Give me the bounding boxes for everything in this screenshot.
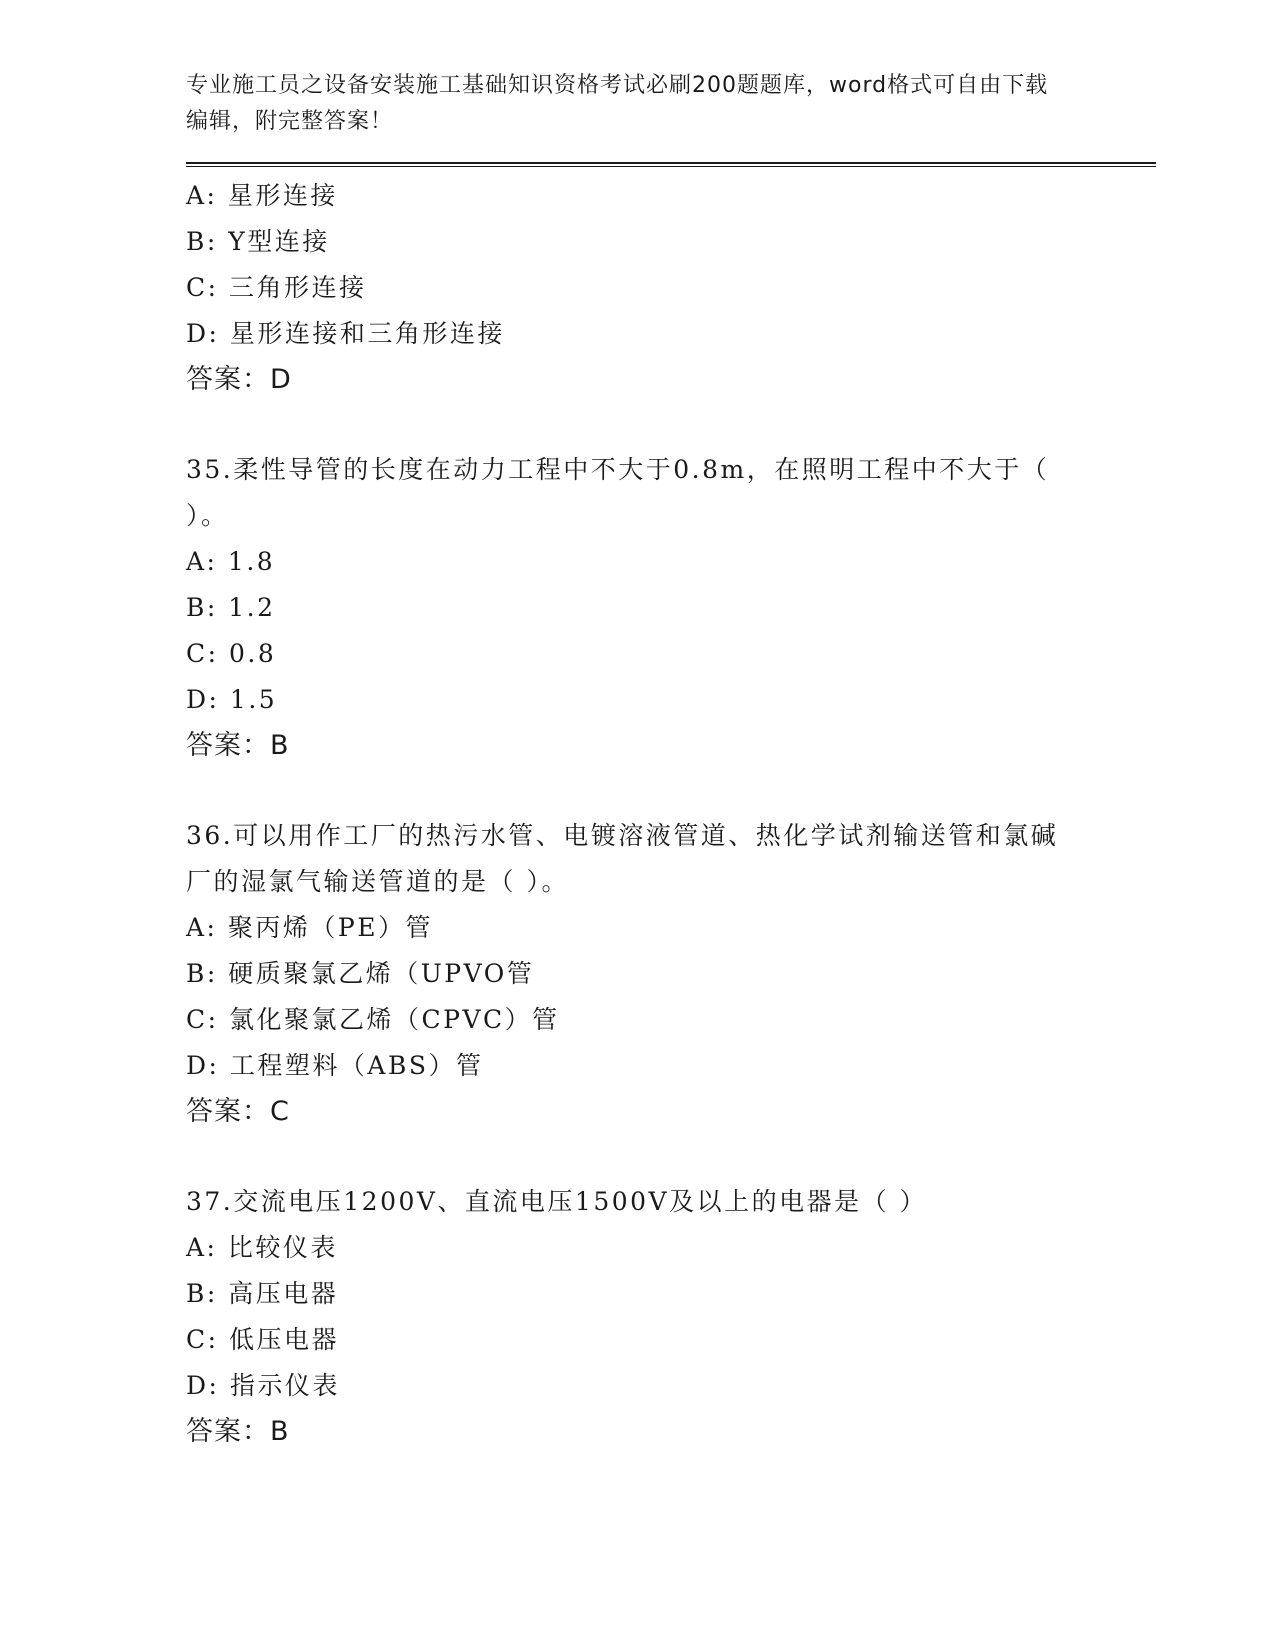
answer-line: 答案：B	[186, 730, 290, 761]
question-text: 35.柔性导管的长度在动力工程中不大于0.8m，在照明工程中不大于（ ）。	[186, 455, 1050, 530]
option-b: B: 高压电器	[186, 1279, 339, 1308]
option-b: B: 硬质聚氯乙烯（UPVO管	[186, 959, 535, 988]
answer-line: 答案：C	[186, 1096, 290, 1127]
header-divider-inner	[186, 166, 1156, 167]
option-c: C: 氯化聚氯乙烯（CPVC）管	[186, 1005, 560, 1034]
answer-line: 答案：D	[186, 364, 292, 395]
document-header: 专业施工员之设备安装施工基础知识资格考试必刷200题题库，word格式可自由下载编辑，附完整答案！	[186, 73, 1049, 134]
question-options	[186, 905, 1156, 1135]
question-text: 37.交流电压1200V、直流电压1500V及以上的电器是（ ）	[186, 1187, 928, 1216]
question-36	[186, 813, 1156, 1135]
option-c: C: 低压电器	[186, 1325, 339, 1354]
option-c: C: 三角形连接	[186, 273, 367, 302]
option-d: D: 指示仪表	[186, 1371, 340, 1400]
question-options	[186, 539, 1156, 769]
header-divider	[186, 162, 1156, 167]
answer-line: 答案：B	[186, 1416, 290, 1447]
question-options	[186, 1225, 1156, 1455]
option-a: A: 比较仪表	[186, 1233, 338, 1262]
question-35	[186, 447, 1156, 769]
option-d: D: 星形连接和三角形连接	[186, 319, 505, 348]
option-b: B: 1.2	[186, 593, 276, 622]
option-d: D: 1.5	[186, 685, 278, 714]
option-d: D: 工程塑料（ABS）管	[186, 1051, 484, 1080]
document-page	[186, 68, 1156, 1455]
option-a: A: 星形连接	[186, 181, 338, 210]
option-c: C: 0.8	[186, 639, 277, 668]
option-a: A: 聚丙烯（PE）管	[186, 913, 433, 942]
option-a: A: 1.8	[186, 547, 276, 576]
question-37	[186, 1179, 1156, 1455]
option-b: B: Y型连接	[186, 227, 330, 256]
question-34-options	[186, 173, 1156, 403]
question-text: 36.可以用作工厂的热污水管、电镀溶液管道、热化学试剂输送管和氯碱厂的湿氯气输送管道的是（ ）。	[186, 821, 1059, 896]
